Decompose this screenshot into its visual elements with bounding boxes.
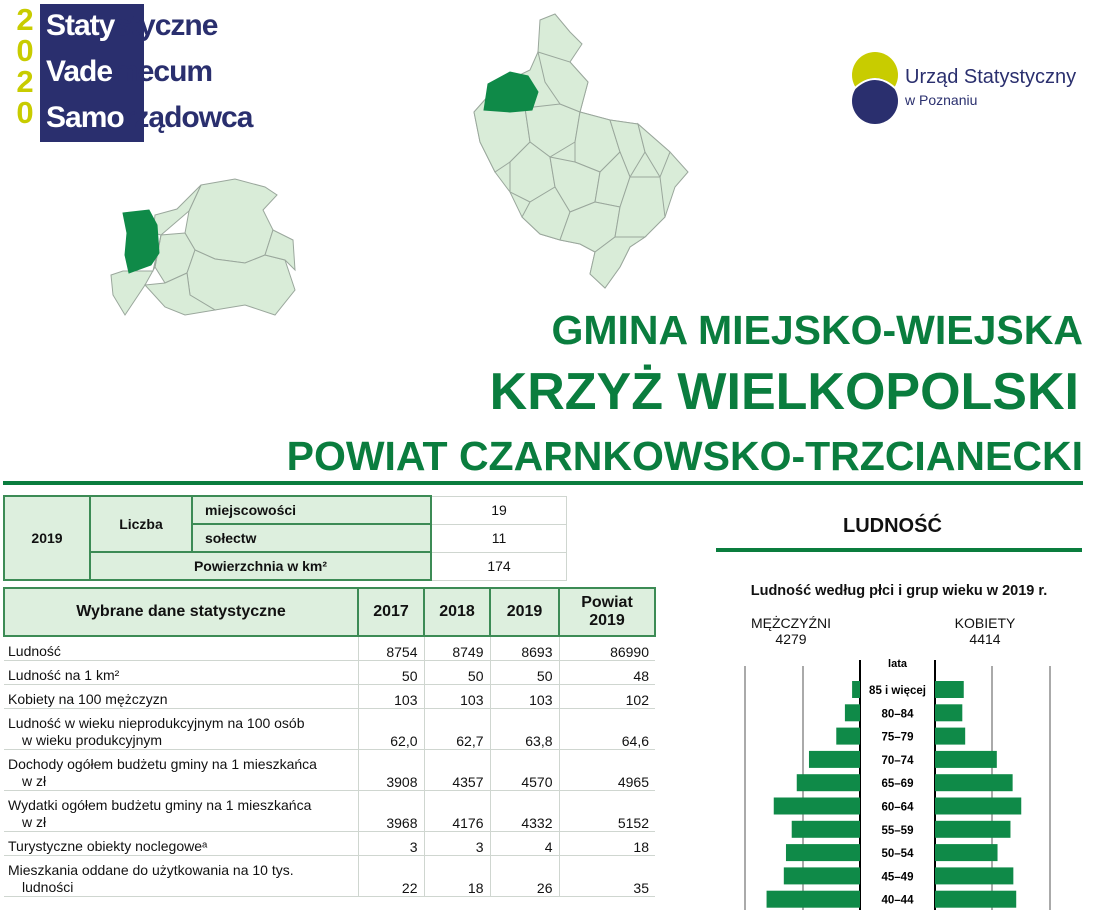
age-group-label: 50–54 bbox=[881, 848, 914, 861]
bar-men bbox=[774, 798, 860, 815]
logo-part: Samo bbox=[46, 101, 124, 134]
cell: 3 bbox=[424, 832, 490, 856]
cell: 5152 bbox=[559, 791, 655, 832]
table-row bbox=[4, 856, 655, 897]
info-area-label: Powierzchnia w km² bbox=[90, 552, 431, 580]
age-group-label: 55–59 bbox=[881, 824, 914, 837]
age-group-label: 65–69 bbox=[881, 778, 914, 791]
age-group-label: 85 i więcej bbox=[869, 685, 926, 697]
title-gmina-type: GMINA MIEJSKO-WIEJSKA bbox=[551, 307, 1083, 353]
stats-header bbox=[559, 588, 655, 636]
row-label-line: w wieku produkcyjnym bbox=[22, 732, 163, 748]
women-total: 4414 bbox=[969, 631, 1001, 647]
logo-year bbox=[12, 4, 38, 128]
row-label bbox=[4, 750, 358, 791]
age-group-label: 70–74 bbox=[881, 754, 914, 767]
cell: 4965 bbox=[559, 750, 655, 791]
row-label-line: w zł bbox=[22, 814, 47, 830]
logo-digit: 0 bbox=[16, 95, 34, 130]
bar-women bbox=[935, 774, 1013, 791]
section-divider bbox=[716, 548, 1082, 552]
bar-women bbox=[935, 751, 997, 768]
cell: 4176 bbox=[424, 791, 490, 832]
cell: 102 bbox=[559, 685, 655, 709]
cell: 22 bbox=[358, 856, 424, 897]
logo-digit: 2 bbox=[16, 2, 34, 37]
title-divider bbox=[3, 481, 1083, 485]
stats-header: Wybrane dane statystyczne bbox=[4, 588, 358, 636]
age-group-label: 45–49 bbox=[881, 871, 914, 884]
title-powiat: POWIAT CZARNKOWSKO-TRZCIANECKI bbox=[286, 433, 1083, 479]
axis-unit-label: lata bbox=[888, 658, 907, 670]
logo-part: styczne bbox=[114, 9, 218, 42]
bar-men bbox=[836, 728, 860, 745]
row-label: Ludność na 1 km² bbox=[4, 661, 358, 685]
logo-line-3 bbox=[46, 102, 252, 134]
bar-men bbox=[792, 821, 860, 838]
stats-header: 2019 bbox=[490, 588, 559, 636]
cell: 103 bbox=[358, 685, 424, 709]
institution-logo bbox=[845, 50, 1080, 126]
info-label: miejscowości bbox=[192, 496, 431, 524]
cell: 8749 bbox=[424, 636, 490, 661]
age-group-label: 60–64 bbox=[881, 801, 914, 814]
table-row bbox=[4, 832, 655, 856]
row-label-line: Ludność w wieku nieprodukcyjnym na 100 osób bbox=[8, 715, 305, 731]
logo-part: Staty bbox=[46, 9, 115, 42]
row-label: Turystyczne obiekty noclegoweᵃ bbox=[4, 832, 358, 856]
cell: 3 bbox=[358, 832, 424, 856]
cell: 3908 bbox=[358, 750, 424, 791]
info-liczba: Liczba bbox=[90, 496, 192, 552]
institution-city: w Poznaniu bbox=[905, 92, 978, 108]
bar-men bbox=[809, 751, 860, 768]
table-row bbox=[4, 685, 655, 709]
logo-part: rządowca bbox=[123, 101, 253, 134]
logo-part: Vade bbox=[46, 55, 113, 88]
bar-men bbox=[845, 704, 860, 721]
age-group-label: 40–44 bbox=[881, 894, 914, 907]
row-label-line: w zł bbox=[22, 773, 47, 789]
bar-women bbox=[935, 844, 998, 861]
population-pyramid-chart bbox=[740, 656, 1056, 910]
cell: 103 bbox=[424, 685, 490, 709]
row-label-line: Wydatki ogółem budżetu gminy na 1 mieszkańca bbox=[8, 797, 312, 813]
logo-part: mecum bbox=[112, 55, 213, 88]
bar-women bbox=[935, 798, 1021, 815]
bar-women bbox=[935, 821, 1010, 838]
info-label: sołectw bbox=[192, 524, 431, 552]
bar-men bbox=[784, 867, 860, 884]
row-label bbox=[4, 709, 358, 750]
age-group-label: 75–79 bbox=[881, 731, 914, 744]
bar-men bbox=[767, 891, 860, 908]
row-label-line: Dochody ogółem budżetu gminy na 1 mieszkańca bbox=[8, 756, 317, 772]
bar-men bbox=[797, 774, 860, 791]
bar-women bbox=[935, 728, 965, 745]
row-label: Ludność bbox=[4, 636, 358, 661]
logo-digit: 0 bbox=[16, 33, 34, 68]
age-group-label: 80–84 bbox=[881, 708, 914, 721]
info-value: 19 bbox=[431, 496, 567, 524]
table-row bbox=[4, 750, 655, 791]
cell: 4332 bbox=[490, 791, 559, 832]
cell: 50 bbox=[424, 661, 490, 685]
stats-header: 2017 bbox=[358, 588, 424, 636]
title-gmina-name: KRZYŻ WIELKOPOLSKI bbox=[489, 363, 1079, 421]
cell: 26 bbox=[490, 856, 559, 897]
cell: 3968 bbox=[358, 791, 424, 832]
chart-labels bbox=[869, 658, 926, 907]
row-label bbox=[4, 791, 358, 832]
stats-header: 2018 bbox=[424, 588, 490, 636]
bar-women bbox=[935, 681, 964, 698]
row-label-line: Mieszkania oddane do użytkowania na 10 tys. bbox=[8, 862, 294, 878]
men-label-text: MĘŻCZYŹNI bbox=[750, 615, 832, 631]
logo-digit: 2 bbox=[16, 64, 34, 99]
cell: 86990 bbox=[559, 636, 655, 661]
info-table bbox=[3, 495, 567, 581]
cell: 4357 bbox=[424, 750, 490, 791]
institution-name: Urząd Statystyczny bbox=[905, 66, 1077, 88]
cell: 4 bbox=[490, 832, 559, 856]
men-total: 4279 bbox=[775, 631, 807, 647]
cell: 18 bbox=[559, 832, 655, 856]
stats-header-part: Powiat 2019 bbox=[581, 594, 633, 629]
logo-line-1 bbox=[46, 10, 217, 42]
cell: 35 bbox=[559, 856, 655, 897]
bar-women bbox=[935, 867, 1013, 884]
cell: 62,0 bbox=[358, 709, 424, 750]
row-label: Kobiety na 100 mężczyzn bbox=[4, 685, 358, 709]
county-map bbox=[105, 175, 300, 320]
cell: 18 bbox=[424, 856, 490, 897]
institution-emblem-icon bbox=[849, 50, 901, 124]
chart-title: Ludność według płci i grup wieku w 2019 r. bbox=[750, 583, 1048, 599]
table-row bbox=[4, 791, 655, 832]
vademecum-logo bbox=[10, 4, 280, 144]
bar-men bbox=[852, 681, 860, 698]
cell: 48 bbox=[559, 661, 655, 685]
table-row bbox=[4, 709, 655, 750]
table-row bbox=[4, 661, 655, 685]
row-label-line: ludności bbox=[22, 879, 74, 895]
cell: 63,8 bbox=[490, 709, 559, 750]
cell: 8693 bbox=[490, 636, 559, 661]
cell: 103 bbox=[490, 685, 559, 709]
cell: 8754 bbox=[358, 636, 424, 661]
bar-women bbox=[935, 704, 962, 721]
cell: 62,7 bbox=[424, 709, 490, 750]
logo-line-2 bbox=[46, 56, 212, 88]
stats-table bbox=[3, 587, 656, 897]
info-value: 11 bbox=[431, 524, 567, 552]
cell: 64,6 bbox=[559, 709, 655, 750]
voivodeship-map bbox=[470, 12, 695, 292]
section-title-population: LUDNOŚĆ bbox=[843, 515, 942, 537]
women-label-text: KOBIETY bbox=[954, 615, 1016, 631]
table-row bbox=[4, 636, 655, 661]
info-area-value: 174 bbox=[431, 552, 567, 580]
cell: 50 bbox=[358, 661, 424, 685]
women-label bbox=[930, 615, 1040, 647]
row-label bbox=[4, 856, 358, 897]
info-year: 2019 bbox=[4, 496, 90, 580]
bar-men bbox=[786, 844, 860, 861]
men-label bbox=[736, 615, 846, 647]
cell: 50 bbox=[490, 661, 559, 685]
cell: 4570 bbox=[490, 750, 559, 791]
bar-women bbox=[935, 891, 1016, 908]
